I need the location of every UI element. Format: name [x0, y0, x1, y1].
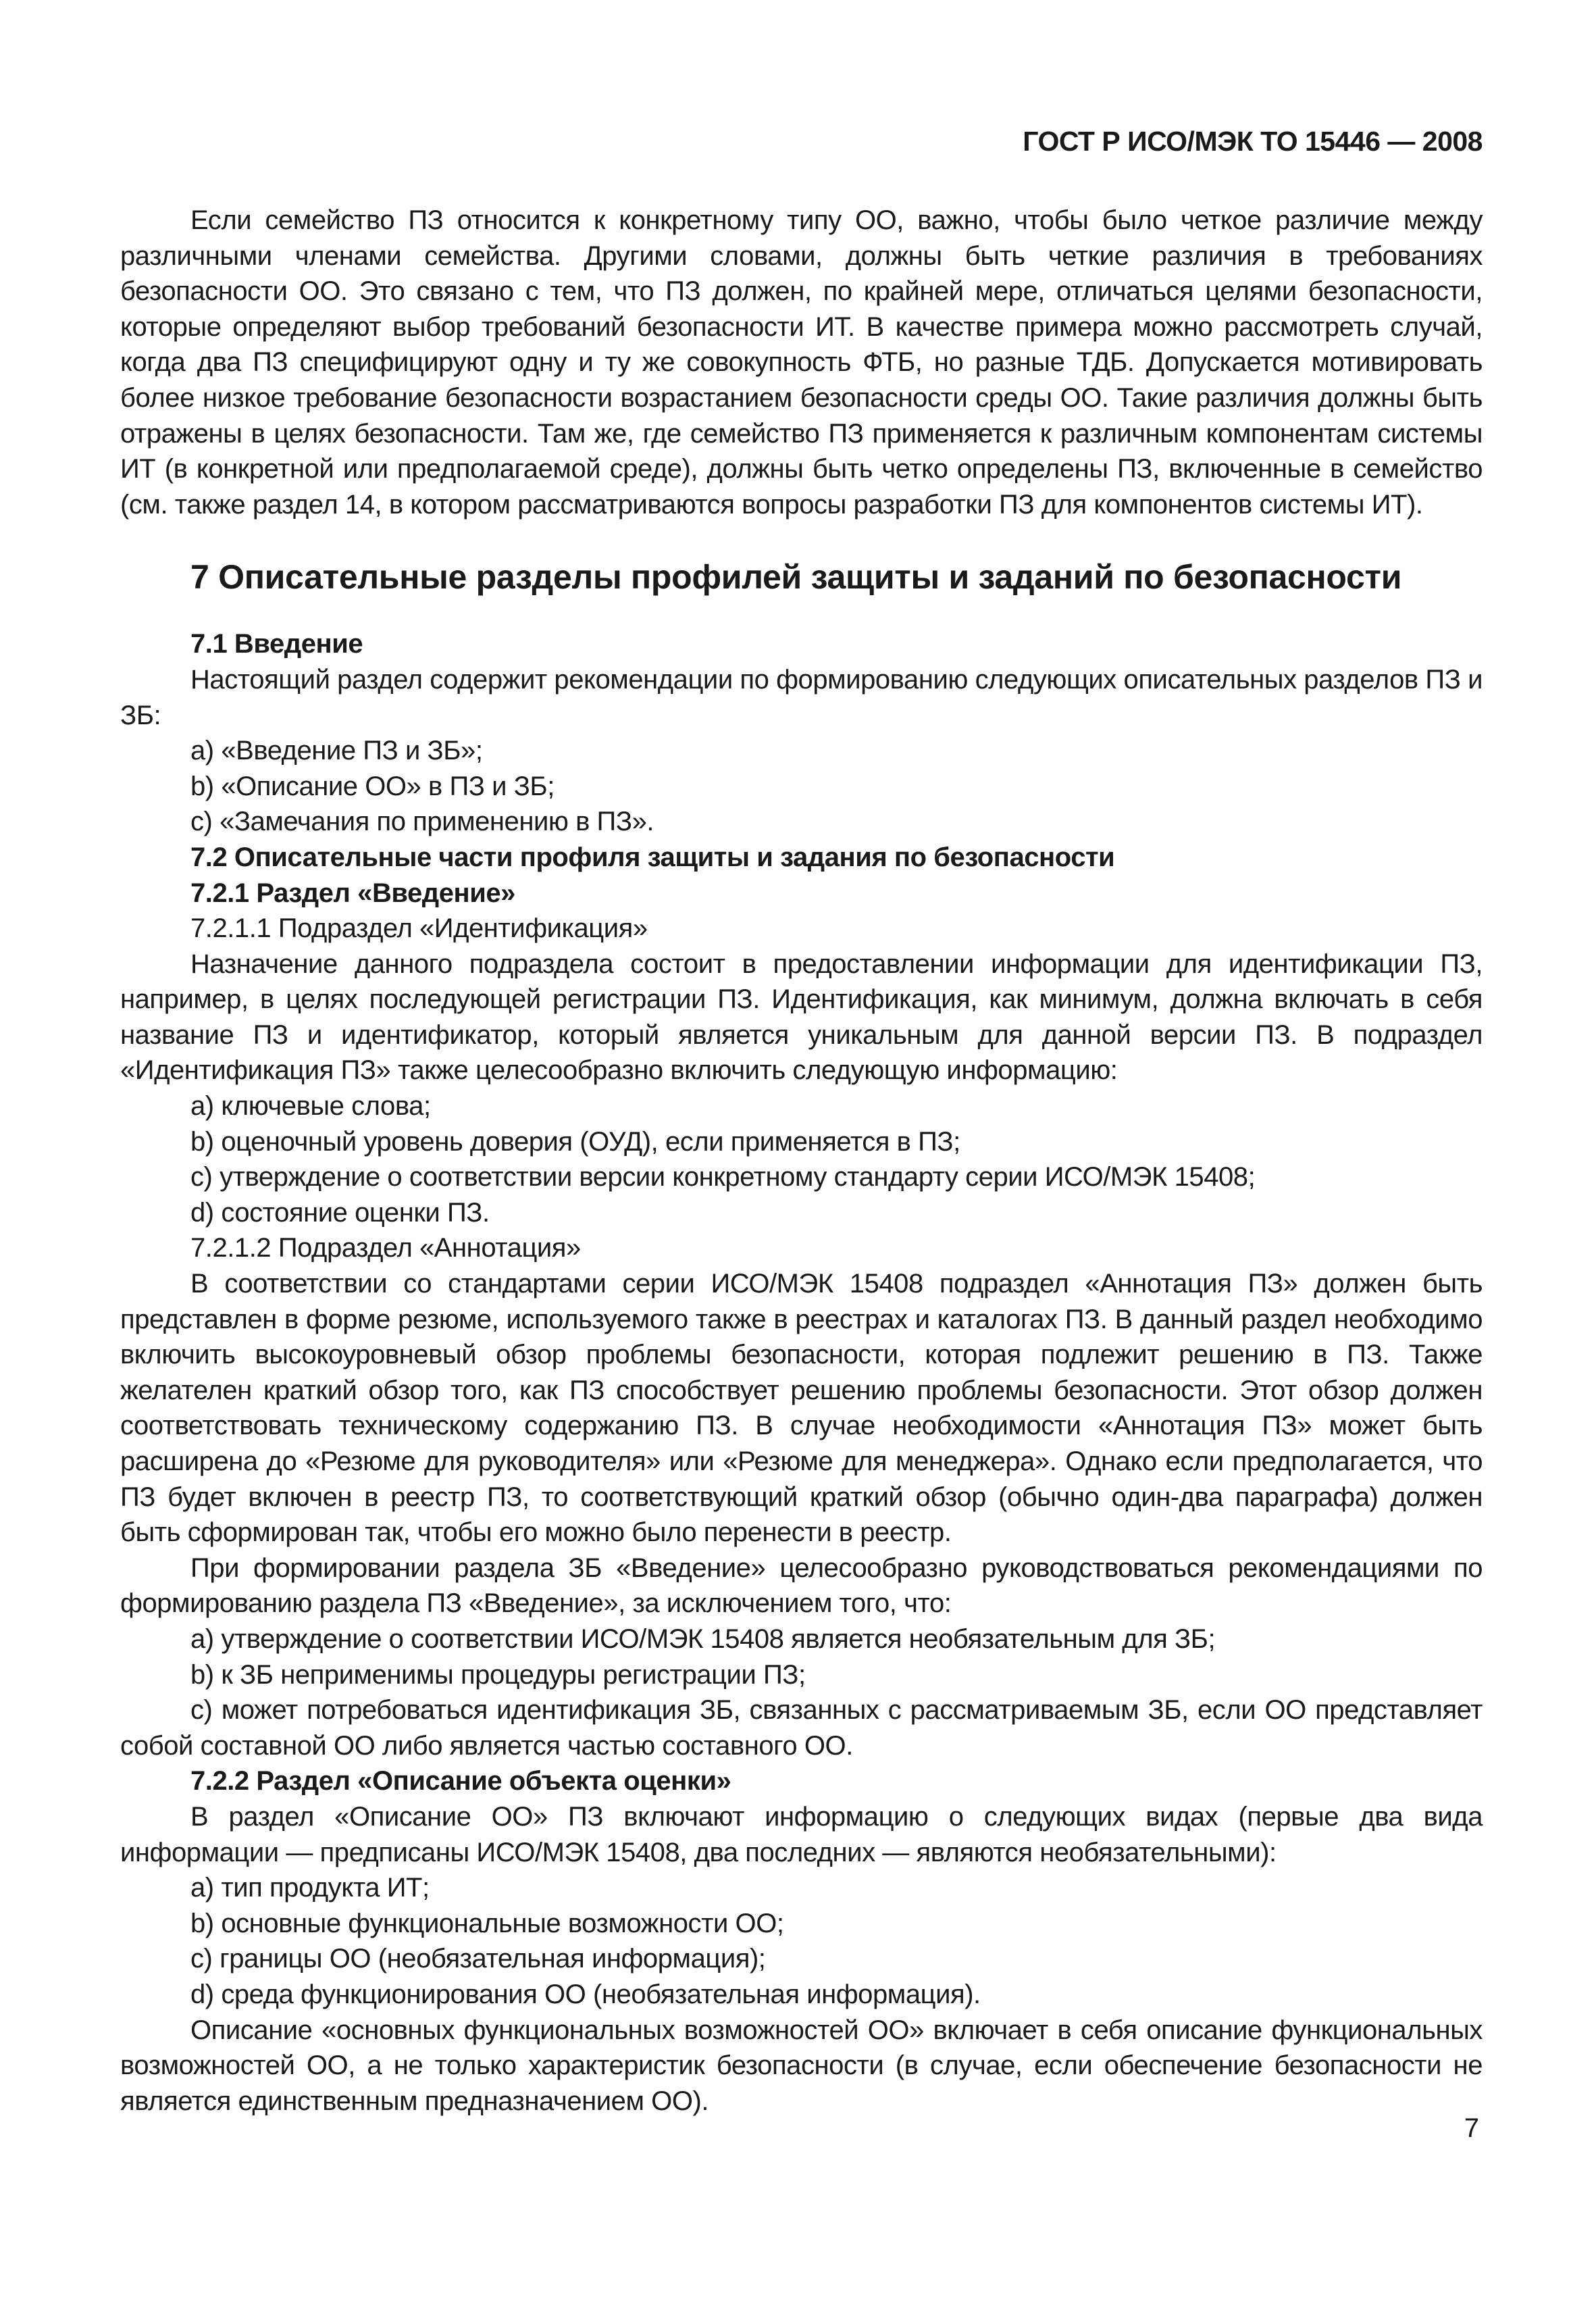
subsection-7-1-text: Настоящий раздел содержит рекомендации по формированию следующих описательных разделов ПЗ и ЗБ: [120, 664, 1483, 730]
section-7-heading: 7 Описательные разделы профилей защиты и заданий по безопасности [190, 558, 1402, 597]
list-item: а) ключевые слова; [190, 1091, 431, 1122]
subsection-7-2-1-1-text: Назначение данного подраздела состоит в предоставлении информации для идентификации ПЗ, например, в целях последующей регистрации ПЗ. Идентификация, как минимум, должна включать в себя название ПЗ и идентификатор, который является уникальным для данной версии ПЗ. В подраздел «Идентификация ПЗ» также целесообразно включить следующую информацию: [120, 949, 1483, 1086]
subsection-7-2-2-text: В раздел «Описание ОО» ПЗ включают информацию о следующих видах (первые два вида информации — предписаны ИСО/МЭК 15408, два последних — являются необязательными): [120, 1801, 1483, 1867]
subsection-7-2-2-title: 7.2.2 Раздел «Описание объекта оценки» [190, 1766, 731, 1796]
list-item: b) к ЗБ неприменимы процедуры регистрации ПЗ; [190, 1659, 806, 1690]
list-item: d) среда функционирования ОО (необязательная информация). [190, 1979, 981, 2009]
list-item: с) может потребоваться идентификация ЗБ, связанных с рассматриваемым ЗБ, если ОО представляет собой составной ОО либо является частью составного ОО. [120, 1695, 1483, 1761]
list-item: а) «Введение ПЗ и ЗБ»; [190, 736, 483, 766]
intro-paragraph: Если семейство ПЗ относится к конкретному типу ОО, важно, чтобы было четкое различие между различными членами семейства. Другими словами, должны быть четкие различия в требованиях безопасности ОО. Это связано с тем, что ПЗ должен, по крайней мере, отличаться целями безопасности, которые определяют выбор требований безопасности ИТ. В качестве примера можно рассмотреть случай, когда два ПЗ специфицируют одну и ту же совокупность ФТБ, но разные ТДБ. Допускается мотивировать более низкое требование безопасности возрастанием безопасности среды ОО. Такие различия должны быть отражены в целях безопасности. Там же, где семейство ПЗ применяется к различным компонентам системы ИТ (в конкретной или предполагаемой среде), должны быть четко определены ПЗ, включенные в семейство (см. также раздел 14, в котором рассматриваются вопросы разработки ПЗ для компонентов системы ИТ). [120, 205, 1483, 520]
subsection-7-2-1-2-title: 7.2.1.2 Подраздел «Аннотация» [190, 1233, 581, 1263]
list-item: b) основные функциональные возможности ОО; [190, 1908, 784, 1938]
list-item: с) границы ОО (необязательная информация); [190, 1944, 766, 1974]
subsection-7-2-1-2-text: В соответствии со стандартами серии ИСО/МЭК 15408 подраздел «Аннотация ПЗ» должен быть представлен в форме резюме, используемого также в реестрах и каталогах ПЗ. В данный раздел необходимо включить высокоуровневый обзор проблемы безопасности, которая подлежит решению в ПЗ. Также желателен краткий обзор того, как ПЗ способствует решению проблемы безопасности. Этот обзор должен соответствовать техническому содержанию ПЗ. В случае необходимости «Аннотация ПЗ» может быть расширена до «Резюме для руководителя» или «Резюме для менеджера». Однако если предполагается, что ПЗ будет включен в реестр ПЗ, то соответствующий краткий обзор (обычно один-два параграфа) должен быть сформирован так, чтобы его можно было перенести в реестр. [120, 1269, 1483, 1548]
list-item: а) тип продукта ИТ; [190, 1873, 430, 1903]
page-number: 7 [1464, 2113, 1479, 2143]
zb-intro-paragraph: При формировании раздела ЗБ «Введение» целесообразно руководствоваться рекомендациями по формированию раздела ПЗ «Введение», за исключением того, что: [120, 1553, 1483, 1619]
subsection-7-2-2-final-text: Описание «основных функциональных возможностей ОО» включает в себя описание функциональных возможностей ОО, а не только характеристик безопасности (в случае, если обеспечение безопасности не является единственным предназначением ОО). [120, 2015, 1483, 2116]
subsection-7-2-1-1-title: 7.2.1.1 Подраздел «Идентификация» [190, 913, 648, 944]
list-item: b) «Описание ОО» в ПЗ и ЗБ; [190, 771, 555, 801]
subsection-7-1-title: 7.1 Введение [190, 629, 363, 659]
page-content [120, 203, 1483, 2119]
subsection-7-2-title: 7.2 Описательные части профиля защиты и задания по безопасности [190, 842, 1115, 872]
list-item: d) состояние оценки ПЗ. [190, 1197, 490, 1228]
list-item: b) оценочный уровень доверия (ОУД), если применяется в ПЗ; [190, 1126, 960, 1157]
list-item: с) «Замечания по применению в ПЗ». [190, 807, 654, 837]
document-code-header: ГОСТ Р ИСО/МЭК ТО 15446 — 2008 [1023, 126, 1483, 157]
subsection-7-2-1-title: 7.2.1 Раздел «Введение» [190, 878, 515, 908]
list-item: с) утверждение о соответствии версии конкретному стандарту серии ИСО/МЭК 15408; [190, 1162, 1256, 1192]
list-item: а) утверждение о соответствии ИСО/МЭК 15408 является необязательным для ЗБ; [190, 1624, 1216, 1654]
